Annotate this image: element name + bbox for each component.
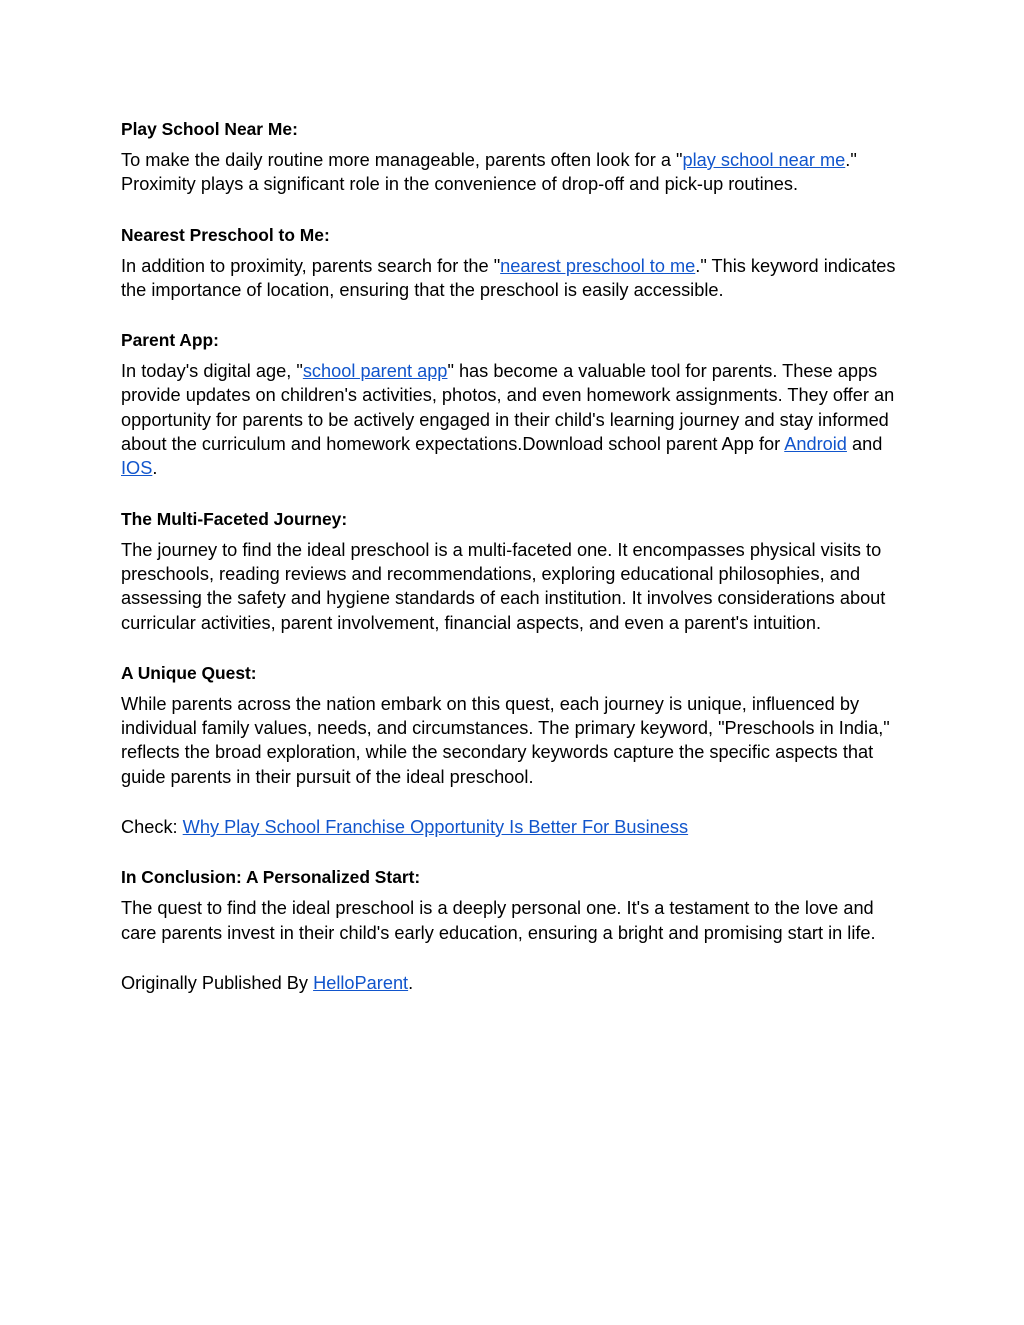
section-heading: In Conclusion: A Personalized Start:	[121, 867, 421, 888]
section-heading: Play School Near Me:	[121, 119, 298, 139]
school-parent-app-link[interactable]: school parent app	[302, 361, 448, 382]
section-heading: Nearest Preschool to Me:	[121, 224, 330, 245]
section-multi-faceted-journey	[121, 507, 911, 635]
document-body	[121, 117, 911, 995]
helloparent-link[interactable]: HelloParent	[313, 972, 409, 993]
android-link[interactable]: Android	[784, 434, 847, 455]
ios-link[interactable]: IOS	[121, 458, 153, 479]
paragraph-text: .	[152, 458, 158, 479]
franchise-opportunity-link[interactable]: Why Play School Franchise Opportunity Is Better For Business	[182, 817, 689, 838]
paragraph-text: To make the daily routine more manageable, parents often look for a "	[121, 150, 683, 170]
section-paragraph	[121, 254, 911, 303]
section-heading: The Multi-Faceted Journey:	[121, 508, 348, 529]
check-line	[121, 815, 911, 839]
published-line	[121, 971, 911, 995]
section-conclusion	[121, 865, 911, 945]
section-nearest-preschool	[121, 223, 911, 303]
paragraph-text: " has become a valuable tool for parents. These apps provide updates on children's activities, photos, and even homework assignments. They offer an opportunity for parents to be actively engaged in their child's learning journey and stay informed about the curriculum and homework expectations.Download school parent App for	[121, 361, 895, 455]
paragraph-text: ." This keyword indicates the importance of location, ensuring that the preschool is easily accessible.	[121, 255, 896, 300]
paragraph-text: In addition to proximity, parents search for the "	[121, 255, 501, 276]
published-end: .	[408, 972, 414, 993]
section-unique-quest	[121, 661, 911, 789]
paragraph-text: and	[846, 434, 883, 455]
section-paragraph: The quest to find the ideal preschool is a deeply personal one. It's a testament to the love and care parents invest in their child's early education, ensuring a bright and promising start in life.	[121, 898, 876, 943]
section-play-school	[121, 117, 911, 197]
paragraph-text: ." Proximity plays a significant role in the convenience of drop-off and pick-up routines.	[121, 150, 857, 195]
nearest-preschool-link[interactable]: nearest preschool to me	[500, 255, 696, 276]
section-paragraph	[121, 359, 911, 480]
section-parent-app	[121, 328, 911, 480]
section-heading: A Unique Quest:	[121, 662, 257, 683]
paragraph-text: In today's digital age, "	[121, 361, 303, 382]
section-heading: Parent App:	[121, 330, 219, 351]
section-paragraph	[121, 148, 911, 197]
check-label: Check:	[121, 817, 183, 838]
section-paragraph: While parents across the nation embark on this quest, each journey is unique, influenced by individual family values, needs, and circumstances. The primary keyword, "Preschools in India," reflects the broad exploration, while the secondary keywords capture the specific aspects that guide parents in their pursuit of the ideal preschool.	[121, 693, 890, 787]
published-label: Originally Published By	[121, 972, 314, 993]
section-paragraph: The journey to find the ideal preschool is a multi-faceted one. It encompasses physical visits to preschools, reading reviews and recommendations, exploring educational philosophies, and assessing the safety and hygiene standards of each institution. It involves considerations about curricular activities, parent involvement, financial aspects, and even a parent's intuition.	[121, 539, 886, 633]
play-school-near-me-link[interactable]: play school near me	[682, 150, 846, 170]
